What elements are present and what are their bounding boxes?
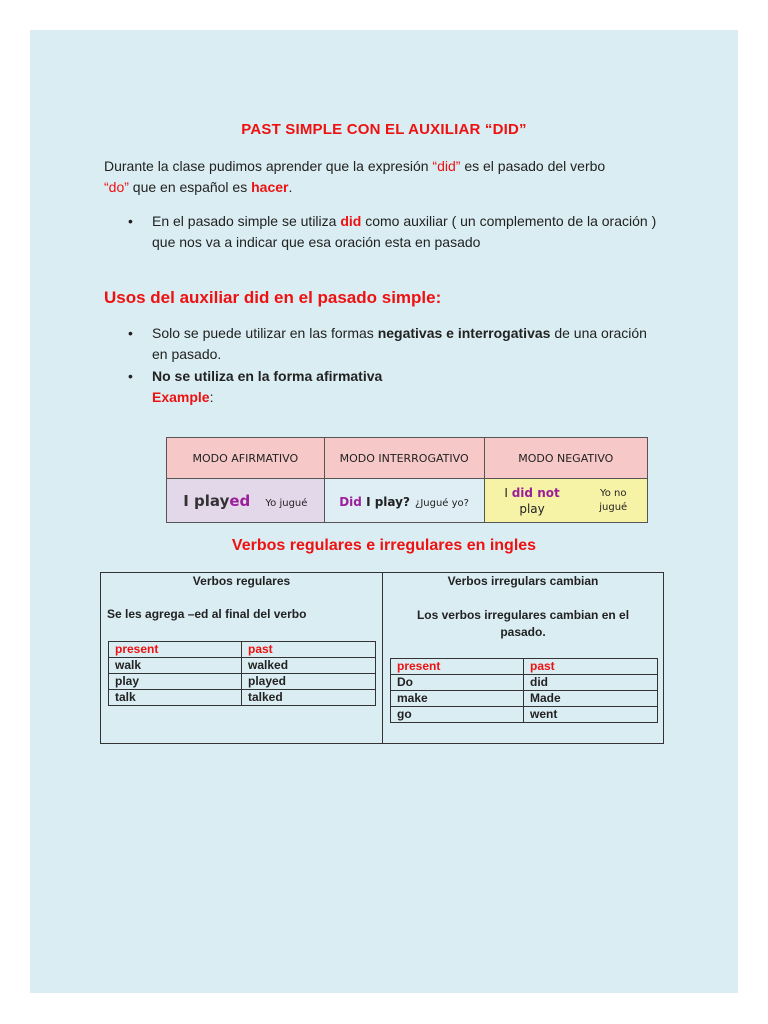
bullet2-text-1: Solo se puede utilizar en las formas [152, 325, 378, 341]
intro-hacer: hacer [251, 179, 289, 195]
irregulares-title: Verbos irregulars cambian [447, 574, 599, 588]
intro-text-2: es el pasado del verbo [460, 158, 606, 174]
bullet3-text: No se utiliza en la forma afirmativa [152, 368, 383, 384]
intro-text-4: . [288, 179, 293, 195]
table-row [109, 658, 376, 674]
regulares-col-past: past [242, 642, 376, 658]
regulares-header-row [109, 642, 376, 658]
document-title: PAST SIMPLE CON EL AUXILIAR “DID” [241, 121, 527, 138]
irregulares-present-cell: make [391, 691, 524, 707]
example-colon: : [209, 389, 214, 405]
regulares-present-cell: walk [109, 658, 242, 674]
cell-negativo [484, 479, 647, 523]
inter-spanish: ¿Jugué yo? [415, 498, 469, 510]
cell-afirmativo [167, 479, 325, 523]
intro-text-1: Durante la clase pudimos aprender que la expresión [104, 158, 433, 174]
bullet-dot: • [128, 213, 133, 229]
intro-text-3: que en español es [128, 179, 252, 195]
irregulares-past-cell: Made [524, 691, 658, 707]
bullet-dot: • [128, 325, 133, 341]
table-row [391, 707, 658, 723]
afirm-spanish: Yo jugué [265, 498, 308, 510]
regulares-title: Verbos regulares [192, 574, 291, 588]
bullet2-text-2: de una oración en pasado. [152, 325, 647, 362]
cell-interrogativo [324, 479, 484, 523]
bullet-did-auxiliar [128, 211, 672, 253]
irregulares-col-present: present [391, 659, 524, 675]
did-example-table-image [166, 437, 648, 523]
box-divider [382, 573, 383, 743]
verbos-heading: Verbos regulares e irregulares en ingles [231, 537, 537, 554]
intro-do: “do” [104, 179, 129, 195]
irregulares-desc: Los verbos irregulares cambian en el pasado. [416, 608, 630, 639]
irregulares-present-cell: Do [391, 675, 524, 691]
regulares-present-cell: talk [109, 690, 242, 706]
intro-did: “did” [432, 158, 461, 174]
irregulares-table [390, 658, 658, 723]
bullet1-text-2: como auxiliar ( un complemento de la oración ) que nos va a indicar que esa oración esta en pasado [152, 213, 657, 250]
bullet1-did: did [340, 213, 362, 229]
header-interrogativo: MODO INTERROGATIVO [324, 438, 484, 479]
regulares-past-cell: played [242, 674, 376, 690]
bullet-dot: • [128, 368, 133, 384]
regulares-present-cell: play [109, 674, 242, 690]
bullet-formas-negativas [128, 323, 652, 365]
inter-rest: I play? [361, 495, 410, 510]
neg-spanish-1: Yo no [599, 487, 627, 499]
bullet2-bold: negativas e interrogativas [377, 325, 551, 341]
header-negativo: MODO NEGATIVO [484, 438, 647, 479]
usos-heading: Usos del auxiliar did en el pasado simple: [104, 288, 442, 307]
neg-did-not: did not [511, 485, 560, 500]
verbos-box [100, 572, 664, 744]
bullet-no-afirmativa [128, 366, 652, 408]
bullet1-text-1: En el pasado simple se utiliza [152, 213, 341, 229]
irregulares-col-past: past [524, 659, 658, 675]
neg-spanish-2: jugué [599, 501, 628, 513]
header-afirmativo: MODO AFIRMATIVO [167, 438, 325, 479]
irregulares-past-cell: did [524, 675, 658, 691]
table-row [391, 675, 658, 691]
neg-play: play [519, 501, 545, 516]
table-row [109, 674, 376, 690]
inter-did: Did [339, 495, 362, 510]
regulares-past-cell: walked [242, 658, 376, 674]
regulares-desc: Se les agrega –ed al final del verbo [107, 607, 307, 621]
irregulares-header-row [391, 659, 658, 675]
irregulares-past-cell: went [524, 707, 658, 723]
regulares-past-cell: talked [242, 690, 376, 706]
document-page [30, 30, 738, 993]
regulares-table [108, 641, 376, 706]
neg-i: I [504, 485, 512, 500]
afirm-ed: ed [229, 492, 251, 511]
afirm-i-play: I play [183, 492, 230, 511]
irregulares-present-cell: go [391, 707, 524, 723]
table-row [391, 691, 658, 707]
regulares-col-present: present [109, 642, 242, 658]
table-row [109, 690, 376, 706]
example-label: Example [152, 389, 210, 405]
intro-paragraph [104, 156, 664, 198]
